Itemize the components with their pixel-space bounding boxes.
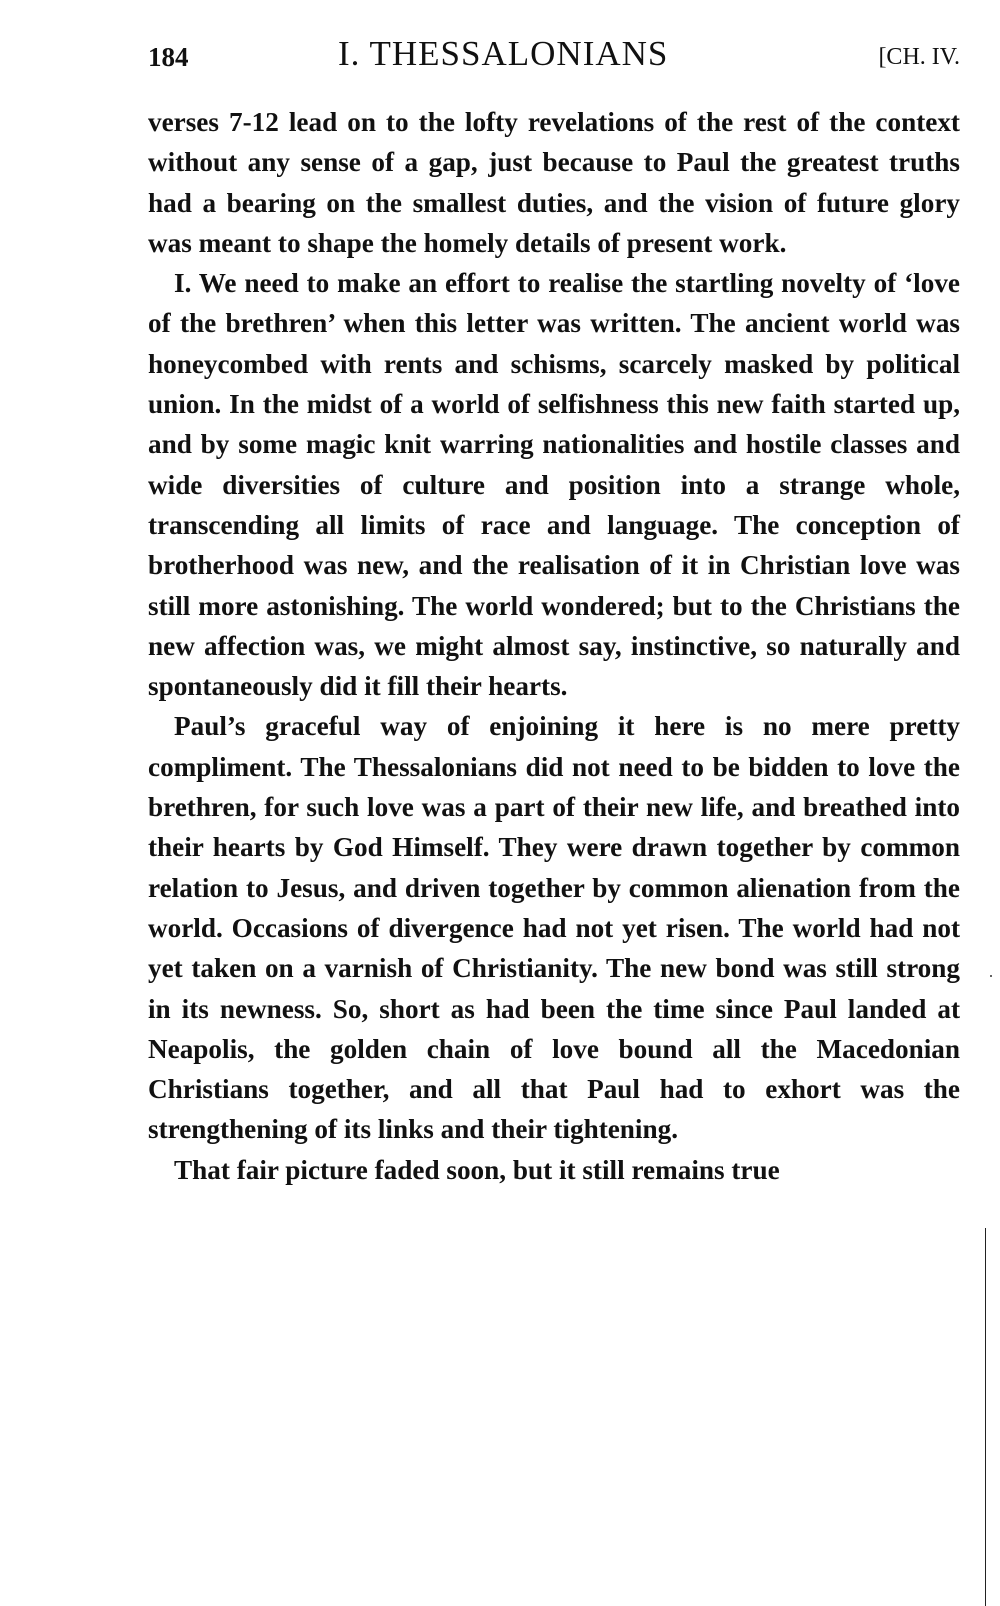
body-text bbox=[148, 102, 960, 1190]
page-edge-rule bbox=[985, 1228, 986, 1606]
scan-speck bbox=[990, 975, 992, 977]
paragraph-fair-picture: That fair picture faded soon, but it still remains true bbox=[174, 1154, 780, 1185]
chapter-reference: [CH. IV. bbox=[878, 44, 960, 70]
paragraph-continuation: verses 7-12 lead on to the lofty revelations of the rest of the context without any sense of a gap, just because to Paul the greatest truths had a bearing on the smallest duties, and the vision of future glory was meant to shape the homely details of present work. bbox=[148, 107, 960, 258]
page-number: 184 bbox=[148, 42, 189, 72]
paragraph-pauls-enjoining: Paul’s graceful way of enjoining it here is no mere pretty compliment. The Thessalonians did not need to be bidden to love the brethren, for such love was a part of their new life, and breathed into their hearts by God Himself. They were drawn together by common relation to Jesus, and driven together by common alienation from the world. Occasions of divergence had not yet risen. The world had not yet taken on a varnish of Christianity. The new bond was still strong in its newness. So, short as had been the time since Paul landed at Neapolis, the golden chain of love bound all the Macedonian Christians together, and all that Paul had to exhort was the strengthening of its links and their tightening. bbox=[148, 711, 960, 1145]
running-title: I. THESSALONIANS bbox=[338, 34, 669, 73]
paragraph-love-of-brethren: I. We need to make an effort to realise the startling novelty of ‘love of the brethren’ when this letter was written. The ancient world was honeycombed with rents and schisms, scarcely masked by political union. In the midst of a world of selfishness this new faith started up, and by some magic knit warring nationalities and hostile classes and wide diversities of culture and position into a strange whole, transcending all limits of race and language. The conception of brotherhood was new, and the realisation of it in Christian love was still more astonishing. The world wondered; but to the Christians the new affection was, we might almost say, instinctive, so naturally and spontaneously did it fill their hearts. bbox=[148, 268, 960, 702]
page-header bbox=[148, 34, 960, 82]
